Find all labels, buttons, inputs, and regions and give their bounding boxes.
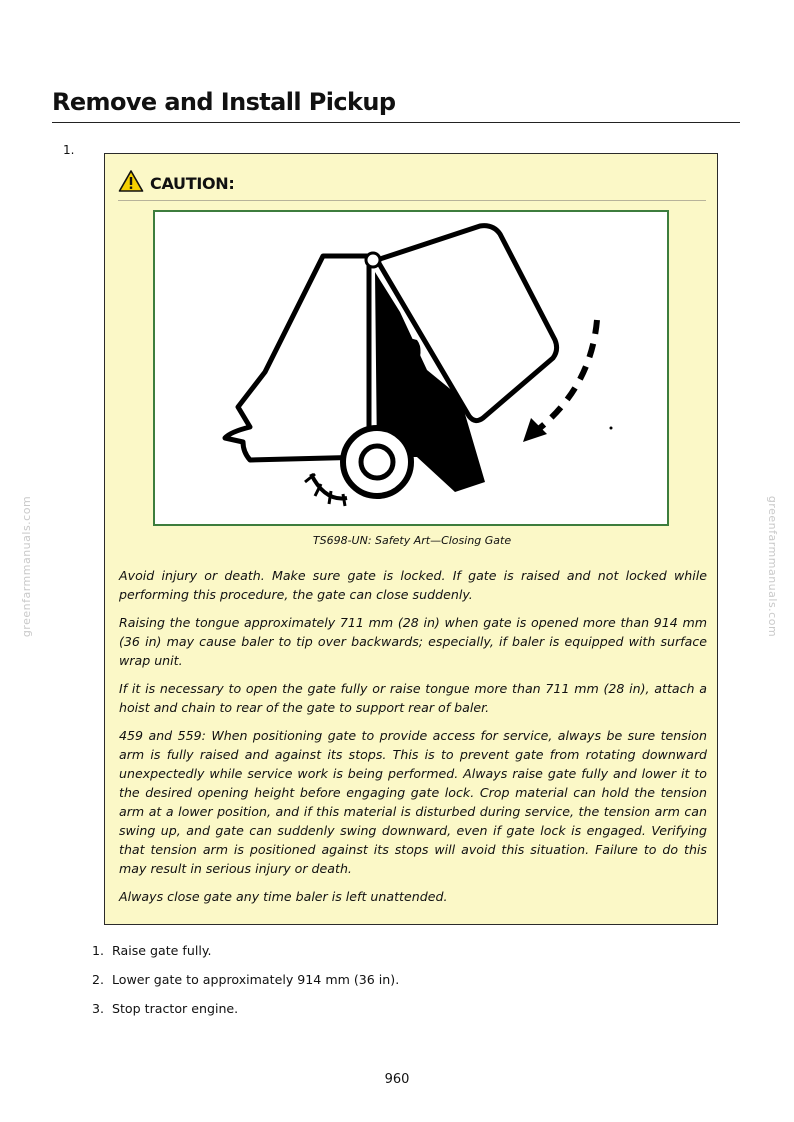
page-number: 960 — [384, 1072, 410, 1087]
caution-paragraph: Avoid injury or death. Make sure gate is locked. If gate is raised and not locked while performing this procedure, the gate can close suddenly. — [119, 568, 707, 602]
caution-box — [104, 153, 718, 925]
step-item-number: 3. — [92, 1001, 105, 1016]
caution-paragraph: Always close gate any time baler is left unattended. — [119, 889, 448, 904]
baler-gate-illustration — [155, 212, 667, 524]
caution-paragraph: Raising the tongue approximately 711 mm (28 in) when gate is opened more than 914 mm (36 in) may cause baler to tip over backwards; especially, if baler is equipped with surface wrap unit. — [119, 615, 707, 668]
watermark-left: greenfarmmanuals.com — [20, 495, 34, 638]
step-list — [92, 943, 399, 1030]
caution-header — [118, 166, 706, 201]
watermark-right: greenfarmmanuals.com — [766, 495, 780, 638]
list-item — [92, 972, 399, 1001]
caution-paragraph: 459 and 559: When positioning gate to provide access for service, always be sure tension arm is fully raised and against its stops. This is to prevent gate from rotating downward unexpectedly while service work is being performed. Always raise gate fully and lower it to the desired opening height before engaging gate lock. Crop material can hold the tension arm at a lower position, and if this material is disturbed during service, the tension arm can swing up, and gate can suddenly swing downward, even if gate lock is engaged. Verifying that tension arm is positioned against its stops will avoid this situation. Failure to do this may result in serious injury or death. — [119, 728, 707, 876]
figure-caption: TS698-UN: Safety Art—Closing Gate — [312, 534, 512, 547]
step-item-text: Lower gate to approximately 914 mm (36 in). — [112, 972, 400, 987]
warning-triangle-icon — [118, 169, 144, 197]
list-item — [92, 1001, 399, 1030]
step-item-text: Raise gate fully. — [112, 943, 212, 958]
step-item-number: 2. — [92, 972, 105, 987]
caution-text — [119, 566, 707, 915]
step-item-text: Stop tractor engine. — [112, 1001, 239, 1016]
step-number: 1. — [63, 143, 75, 157]
list-item — [92, 943, 399, 972]
caution-label: CAUTION: — [150, 173, 235, 193]
step-item-number: 1. — [92, 943, 105, 958]
caution-paragraph: If it is necessary to open the gate fully or raise tongue more than 711 mm (28 in), attach a hoist and chain to rear of the gate to support rear of baler. — [119, 681, 707, 715]
page-title: Remove and Install Pickup — [52, 86, 740, 123]
safety-art-figure — [153, 210, 669, 526]
